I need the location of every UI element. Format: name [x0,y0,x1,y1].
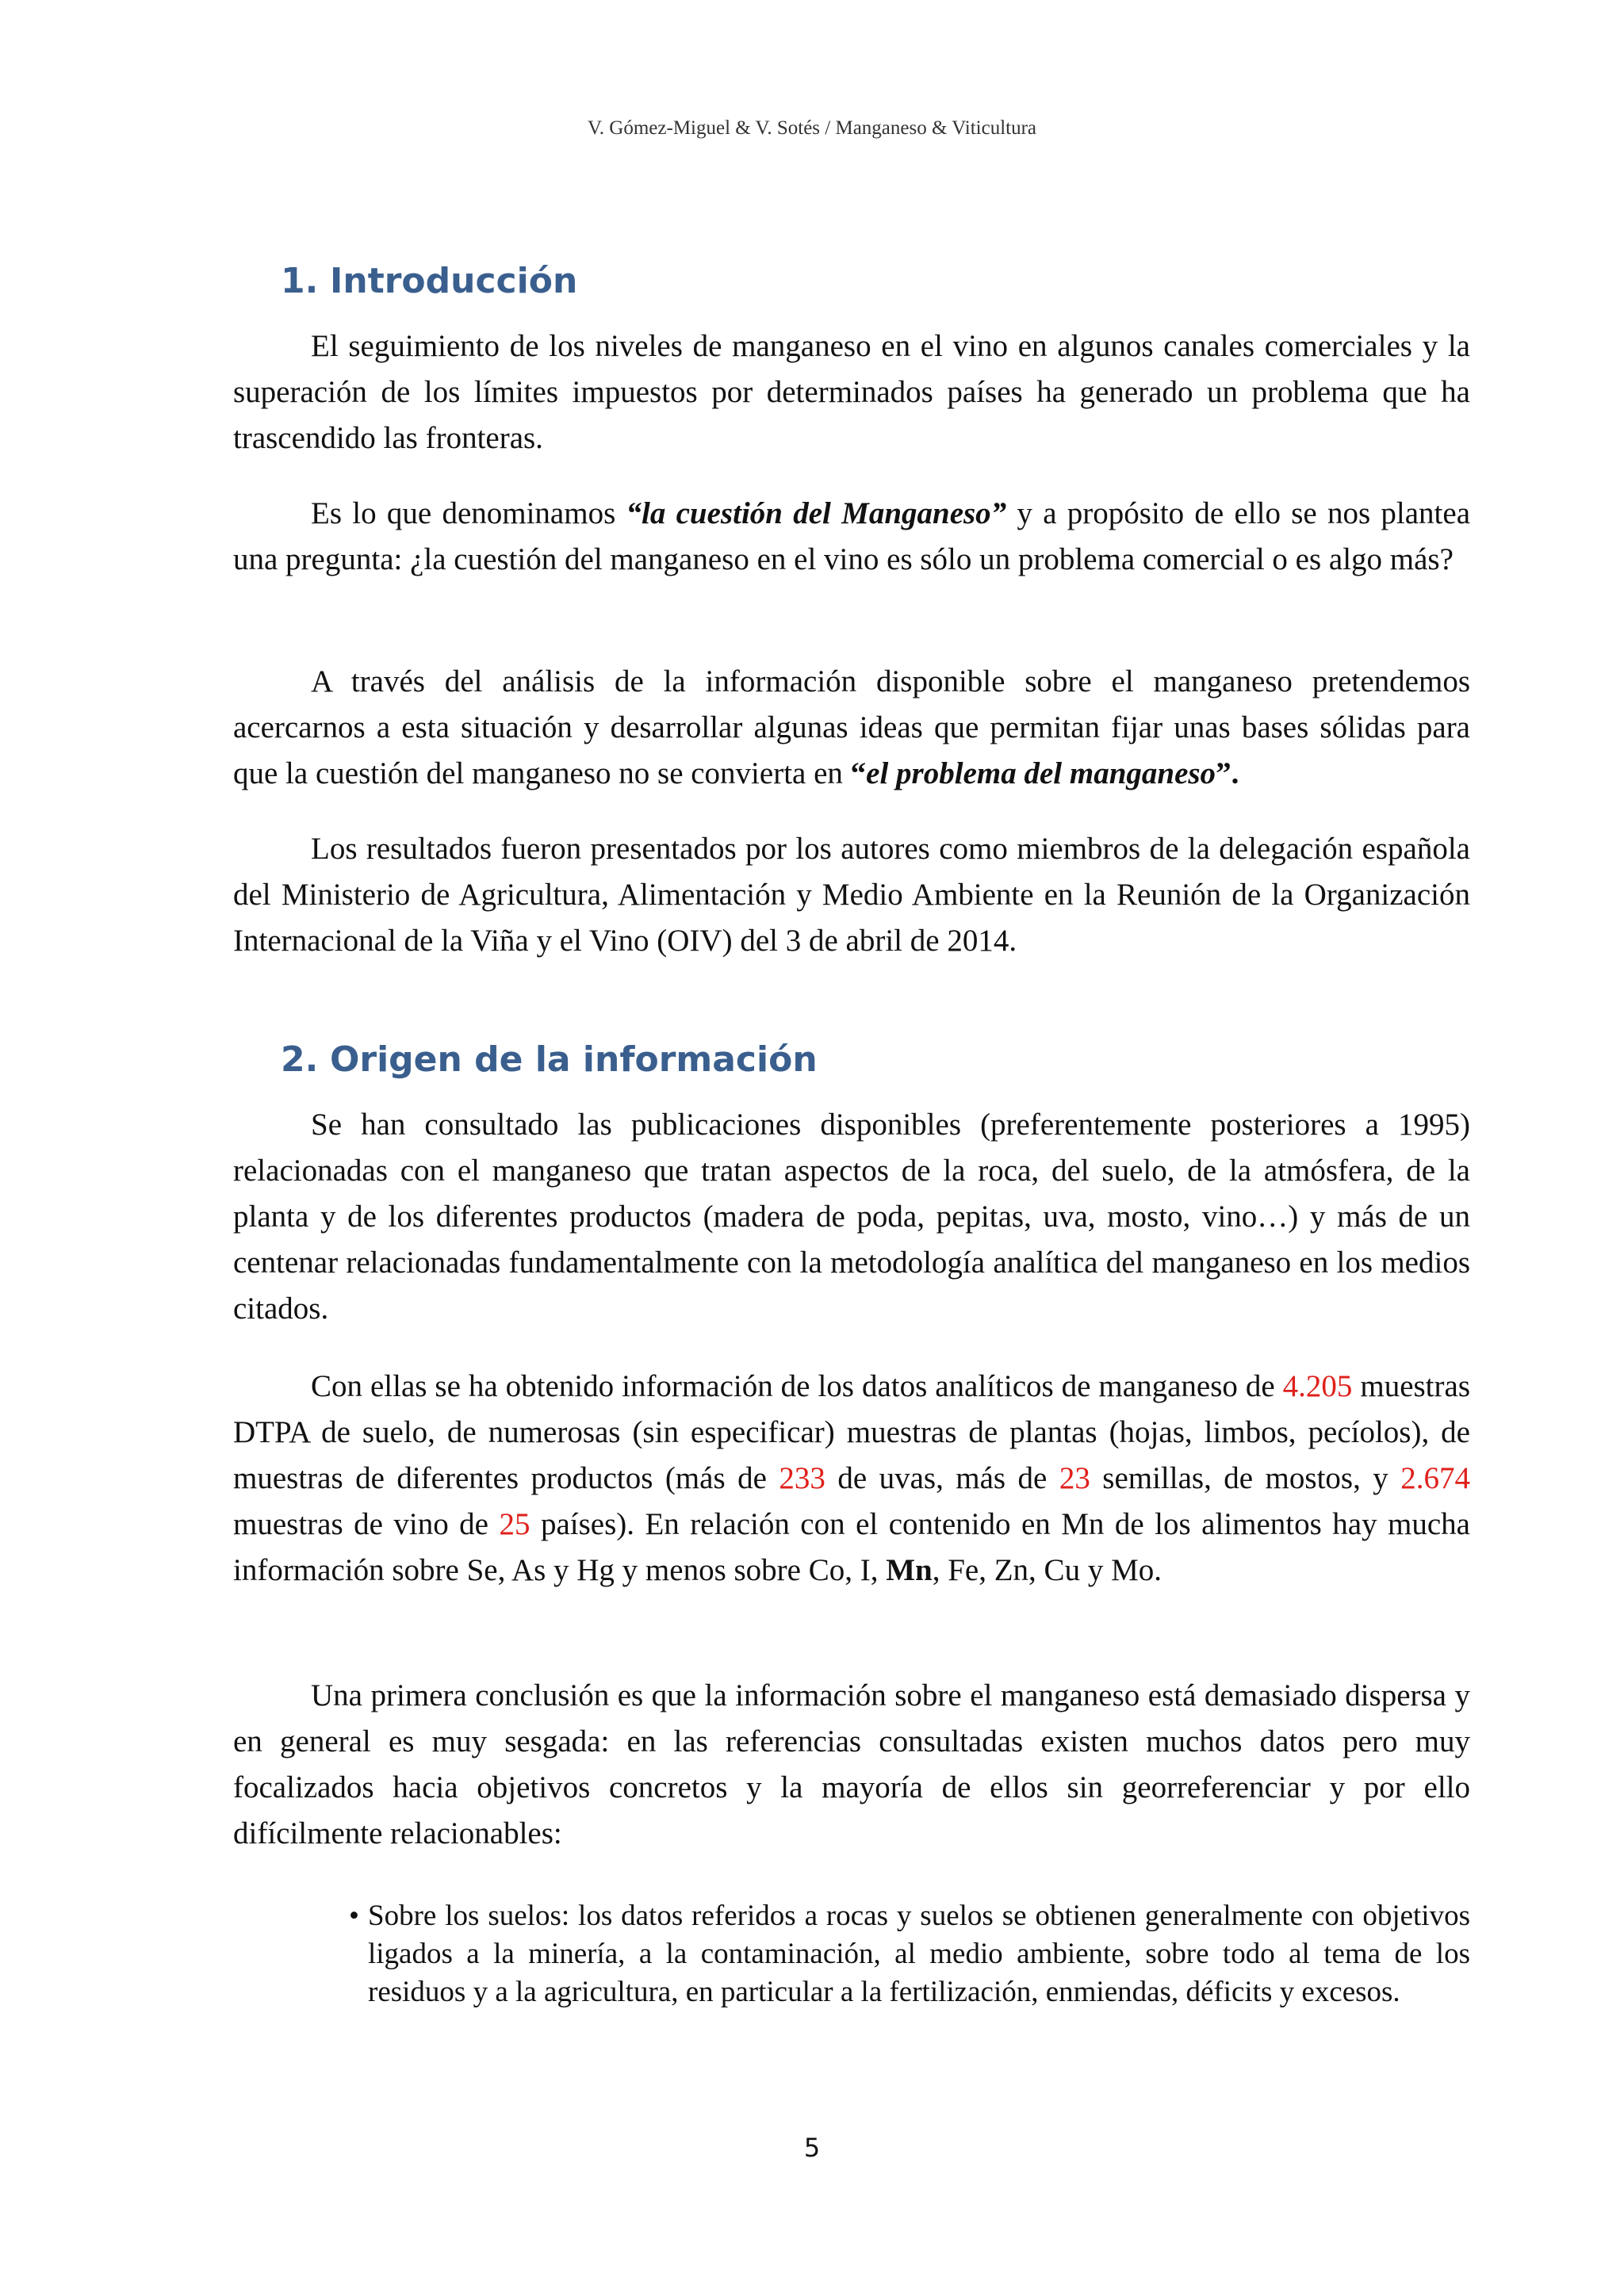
highlight-number: 4.205 [1282,1369,1353,1403]
section-number: 1. [281,261,319,301]
text-span: Con ellas se ha obtenido información de los datos analíticos de manganeso de [311,1369,1283,1403]
text-span: y a propósito de ello se nos plantea una pregunta: ¿la cuestión del manganeso en el vino es sólo un problema comercial o es algo más? [233,496,1471,576]
list-item [349,1897,1470,2011]
section-title: Introducción [330,261,578,301]
quote-open: “ [850,756,867,790]
text-span: muestras DTPA de suelo, de numerosas (sin especificar) muestras de plantas (hojas, limbos, pecíolos), de muestras de diferentes productos (más de [233,1369,1470,1495]
section-number: 2. [281,1039,319,1080]
quote-close: ”. [1216,756,1239,790]
section-heading-origen [281,1039,818,1080]
element-mn: Mn [886,1553,933,1587]
text-span: muestras de vino de [233,1507,500,1541]
origin-paragraph-3: Una primera conclusión es que la información sobre el manganeso está demasiado dispersa y en general es muy sesgada: en las referencias consultadas existen muchos datos pero muy focalizados hacia objetivos concretos y la mayoría de ellos sin georreferenciar y por ello difícilmente relacionables: [233,1678,1470,1850]
origin-paragraph-2 [233,1364,1470,1594]
text-span: A través del análisis de la información disponible sobre el manganeso pretendemos acercarnos a esta situación y desarrollar algunas ideas que permitan fijar unas bases sólidas para que la cuestión del manganeso no se convierta en [233,664,1470,790]
intro-paragraph-4: Los resultados fueron presentados por los autores como miembros de la delegación española del Ministerio de Agricultura, Alimentación y Medio Ambiente en la Reunión de la Organización Internacional de la Viña y el Vino (OIV) del 3 de abril de 2014. [233,832,1470,958]
emphasis-quote: “la cuestión del Manganeso” [626,496,1007,530]
intro-paragraph-2 [233,491,1470,583]
text-span: semillas, de mostos, y [1090,1461,1401,1495]
text-span: de uvas, más de [825,1461,1059,1495]
bullet-icon: • [349,1900,359,1932]
emphasis-phrase: el problema del manganeso [866,756,1216,790]
text-span: , Fe, Zn, Cu y Mo. [932,1553,1162,1587]
highlight-number: 23 [1059,1461,1090,1495]
page-number: 5 [803,2133,821,2163]
intro-paragraph-3 [233,659,1470,797]
text-span: Es lo que denominamos [311,496,626,530]
highlight-number: 25 [499,1507,530,1541]
text-span: países). En relación con el contenido en Mn de los alimentos hay mucha información sobre Se, As y Hg y menos sobre Co, I, [233,1507,1470,1587]
highlight-number: 2.674 [1400,1461,1470,1495]
section-heading-introduccion [281,261,578,301]
section-title: Origen de la información [330,1039,818,1080]
running-header: V. Gómez-Miguel & V. Sotés / Manganeso & Viticultura [587,117,1037,139]
list-item-text: Sobre los suelos: los datos referidos a rocas y suelos se obtienen generalmente con objetivos ligados a la minería, a la contaminación, al medio ambiente, sobre todo al tema de los residuos y a la agricultura, en particular a la fertilización, enmiendas, déficits y excesos. [368,1900,1470,2008]
origin-paragraph-1: Se han consultado las publicaciones disponibles (preferentemente posteriores a 1995) relacionadas con el manganeso que tratan aspectos de la roca, del suelo, de la atmósfera, de la planta y de los diferentes productos (madera de poda, pepitas, uva, mosto, vino…) y más de un centenar relacionadas fundamentalmente con la metodología analítica del manganeso en los medios citados. [233,1108,1470,1326]
intro-paragraph-1: El seguimiento de los niveles de manganeso en el vino en algunos canales comerciales y la superación de los límites impuestos por determinados países ha generado un problema que ha trascendido las fronteras. [233,329,1470,455]
highlight-number: 233 [779,1461,825,1495]
